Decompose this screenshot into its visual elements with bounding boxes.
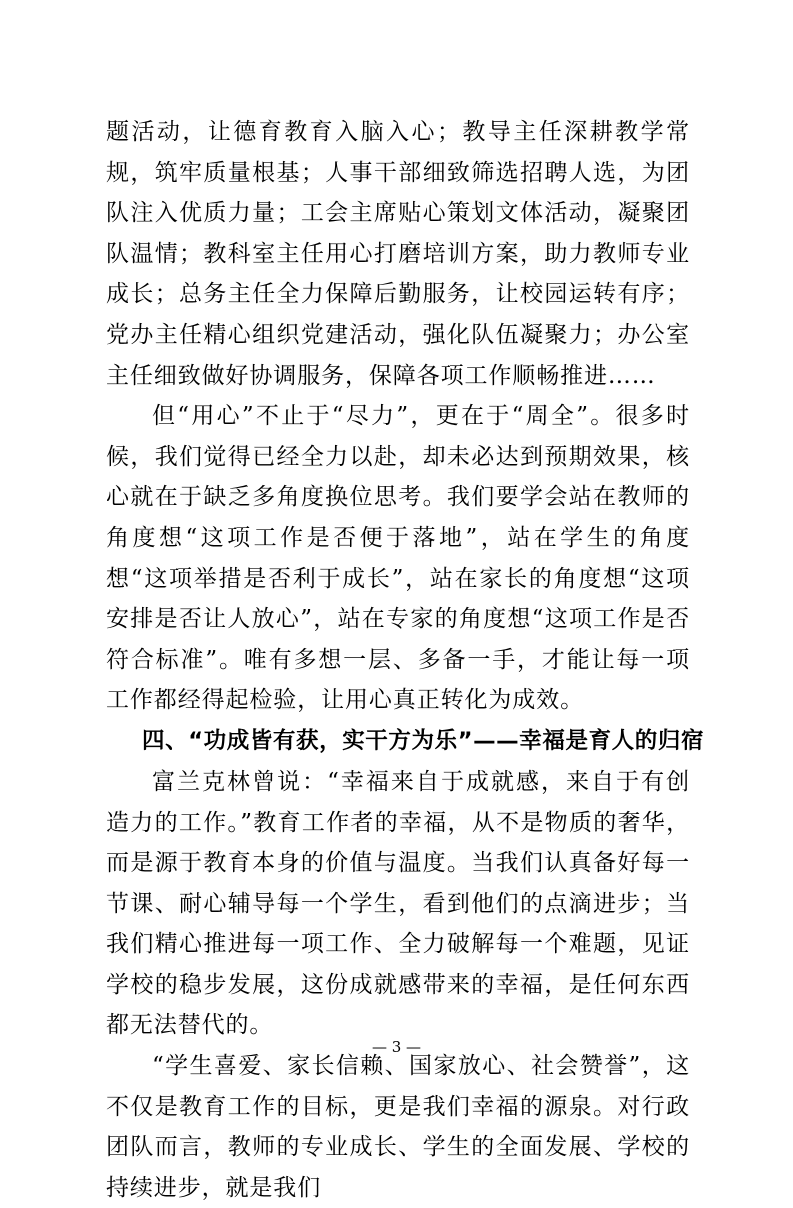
page-number: — 3 — xyxy=(371,1038,422,1056)
paragraph-continuation: 题活动，让德育教育入脑入心；教导主任深耕教学常规，筑牢质量根基；人事干部细致筛选招聘人选，为团队注入优质力量；工会主席贴心策划文体活动，凝聚团队温情；教科室主任用心打磨培训方案，助力教师专业成长；总务主任全力保障后勤服务，让校园运转有序；党办主任精心组织党建活动，强化队伍凝聚力；办公室主任细致做好协调服务，保障各项工作顺畅推进…… xyxy=(106,119,690,389)
section-heading: 四、“功成皆有获，实干方为乐”——幸福是育人的归宿 xyxy=(142,727,705,754)
paragraph-goals: “学生喜爱、家长信赖、国家放心、社会赞誉”，这不仅是教育工作的目标，更是我们幸福的源泉。对行政团队而言，教师的专业成长、学生的全面发展、学校的持续进步，就是我们 xyxy=(106,1053,690,1201)
paragraph-happiness: 富兰克林曾说：“幸福来自于成就感，来自于有创造力的工作。”教育工作者的幸福，从不是物质的奢华，而是源于教育本身的价值与温度。当我们认真备好每一节课、耐心辅导每一个学生，看到他们的点滴进步；当我们精心推进每一项工作、全力破解每一个难题，见证学校的稳步发展，这份成就感带来的幸福，是任何东西都无法替代的。 xyxy=(106,768,690,1039)
paragraph-thoughtfulness: 但“用心”不止于“尽力”，更在于“周全”。很多时候，我们觉得已经全力以赴，却未必达到预期效果，核心就在于缺乏多角度换位思考。我们要学会站在教师的角度想“这项工作是否便于落地”，站在学生的角度想“这项举措是否利于成长”，站在家长的角度想“这项安排是否让人放心”，站在专家的角度想“这项工作是否符合标准”。唯有多想一层、多备一手，才能让每一项工作都经得起检验，让用心真正转化为成效。 xyxy=(106,403,690,714)
